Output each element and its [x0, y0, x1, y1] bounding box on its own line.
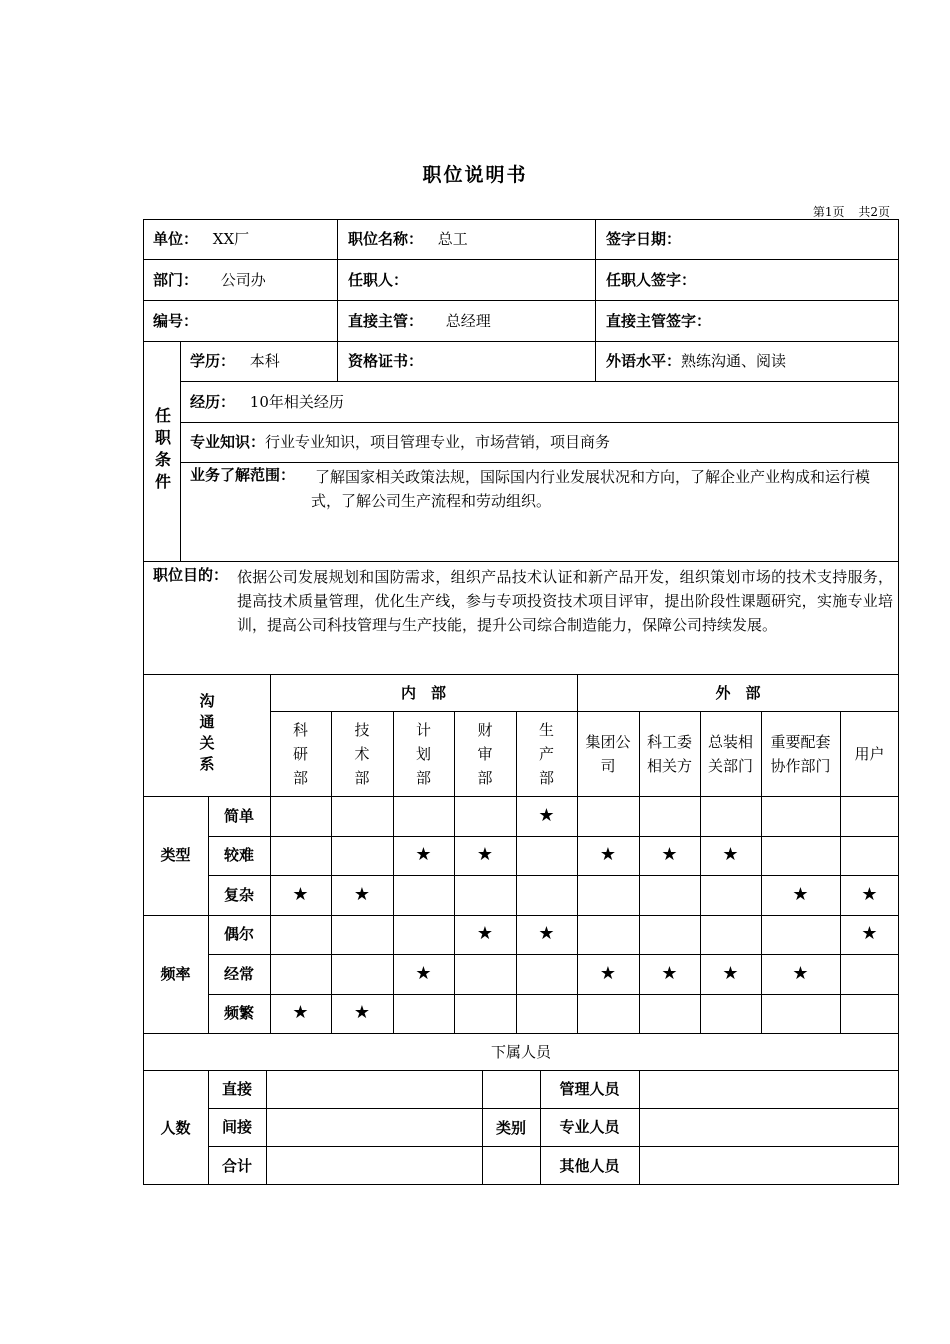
- page-title: 职位说明书: [422, 164, 528, 186]
- experience-value: 10年相关经历: [249, 393, 344, 411]
- row-label: 偶尔: [223, 925, 254, 944]
- unit-value: XX厂: [212, 230, 250, 248]
- category-professional-label: 专业人员: [559, 1118, 620, 1136]
- column-header: 集团公司: [585, 732, 631, 775]
- grid-line: [208, 836, 899, 837]
- column-header: 财审部: [477, 720, 493, 787]
- education-label: 学历：: [190, 352, 236, 370]
- group-label: 类型: [160, 846, 191, 865]
- business-label: 业务了解范围：: [190, 466, 296, 484]
- column-header: 科研部: [292, 720, 308, 787]
- holder-label: 任职人：: [348, 271, 409, 289]
- supervisor-sign-field: [606, 311, 711, 331]
- star-mark: ★: [292, 1002, 309, 1024]
- column-header: 计划部: [415, 720, 431, 787]
- certificate-label: 资格证书：: [348, 352, 424, 370]
- row-label: 复杂: [223, 885, 254, 904]
- star-mark: ★: [415, 962, 432, 984]
- sign-date-label: 签字日期：: [606, 230, 682, 248]
- purpose-text: 依据公司发展规划和国防需求，组织产品技术认证和新产品开发，组织策划市场的技术支持服务，提高技术质量管理，优化生产线，参与专项投资技术项目评审，提出阶段性课题研究，实施专业培训，提高公司科技管理与生产技能，提升公司综合制造能力，保障公司持续发展。: [237, 568, 893, 634]
- column-header: 科工委相关方: [647, 732, 693, 775]
- star-mark: ★: [599, 962, 617, 984]
- external-header: 外 部: [715, 683, 761, 702]
- row-label: 简单: [223, 806, 254, 825]
- total-pages: 共2页: [858, 205, 890, 219]
- category-label: 类别: [495, 1118, 526, 1137]
- certificate-field: [348, 351, 423, 371]
- column-header: 生产部: [538, 720, 554, 787]
- position-value: 总工: [437, 230, 468, 248]
- sign-date-field: [606, 229, 681, 249]
- language-field: [606, 351, 786, 371]
- star-mark: ★: [353, 1002, 371, 1024]
- language-label: 外语水平：: [606, 352, 682, 370]
- dept-label: 部门：: [153, 271, 199, 289]
- subordinates-title: 下属人员: [490, 1042, 551, 1061]
- education-field: [190, 351, 280, 371]
- position-label: 职位名称：: [348, 230, 424, 248]
- headcount-total-label: 合计: [221, 1156, 252, 1175]
- star-mark: ★: [353, 883, 371, 905]
- star-mark: ★: [538, 923, 555, 945]
- language-value: 熟练沟通、阅读: [681, 352, 787, 370]
- star-mark: ★: [661, 844, 678, 866]
- column-header: 技术部: [354, 720, 370, 787]
- unit-field: [153, 229, 249, 249]
- headcount-direct-label: 直接: [221, 1080, 252, 1098]
- grid-line: [143, 1033, 899, 1034]
- headcount-indirect-label: 间接: [221, 1118, 252, 1136]
- column-header: 用户: [854, 744, 885, 763]
- holder-field: [348, 270, 408, 290]
- row-label: 较难: [223, 846, 254, 865]
- experience-field: [190, 392, 344, 412]
- knowledge-value: 行业专业知识，项目管理专业，市场营销，项目商务: [265, 433, 611, 451]
- column-header: 总装相关部门: [708, 732, 754, 775]
- page-number: [803, 203, 890, 220]
- job-description-table: [143, 219, 899, 1185]
- dept-field: [153, 270, 266, 290]
- star-mark: ★: [292, 883, 309, 905]
- star-mark: ★: [476, 844, 494, 866]
- qualifications-section-label: 任职条件: [152, 407, 172, 495]
- column-header: 重要配套协作部门: [770, 732, 831, 775]
- row-label: 频繁: [223, 1004, 254, 1023]
- star-mark: ★: [476, 923, 494, 945]
- dept-value: 公司办: [220, 271, 266, 289]
- category-other-label: 其他人员: [559, 1156, 620, 1175]
- star-mark: ★: [722, 962, 739, 984]
- internal-header: 内 部: [400, 683, 446, 702]
- category-management-label: 管理人员: [559, 1080, 620, 1098]
- code-field: [153, 311, 198, 331]
- row-label: 经常: [223, 964, 254, 983]
- group-label: 频率: [160, 964, 191, 983]
- star-mark: ★: [415, 844, 432, 866]
- star-mark: ★: [792, 883, 809, 905]
- knowledge-field: [190, 432, 610, 452]
- star-mark: ★: [538, 804, 555, 826]
- position-field: [348, 229, 468, 249]
- current-page: 第1页: [812, 205, 845, 219]
- education-value: 本科: [249, 352, 280, 370]
- supervisor-sign-label: 直接主管签字：: [606, 312, 712, 330]
- supervisor-value: 总经理: [445, 312, 491, 330]
- star-mark: ★: [861, 923, 878, 945]
- holder-sign-label: 任职人签字：: [606, 271, 697, 289]
- communication-label: 沟通关系: [197, 693, 216, 777]
- purpose-label-wrap: [153, 565, 228, 585]
- star-mark: ★: [661, 962, 678, 984]
- knowledge-label: 专业知识：: [190, 433, 266, 451]
- headcount-label: 人数: [160, 1118, 191, 1137]
- experience-label: 经历：: [190, 393, 236, 411]
- star-mark: ★: [722, 844, 739, 866]
- unit-label: 单位：: [153, 230, 199, 248]
- star-mark: ★: [792, 962, 809, 984]
- holder-sign-field: [606, 270, 696, 290]
- supervisor-field: [348, 311, 491, 331]
- business-value: 了解国家相关政策法规，国际国内行业发展状况和方向，了解企业产业构成和运行模式，了解公司生产流程和劳动组织。: [311, 468, 871, 510]
- star-mark: ★: [861, 883, 878, 905]
- code-label: 编号：: [153, 312, 199, 330]
- supervisor-label: 直接主管：: [348, 312, 424, 330]
- star-mark: ★: [599, 844, 617, 866]
- business-field-label: [190, 465, 295, 485]
- purpose-label: 职位目的：: [153, 566, 229, 584]
